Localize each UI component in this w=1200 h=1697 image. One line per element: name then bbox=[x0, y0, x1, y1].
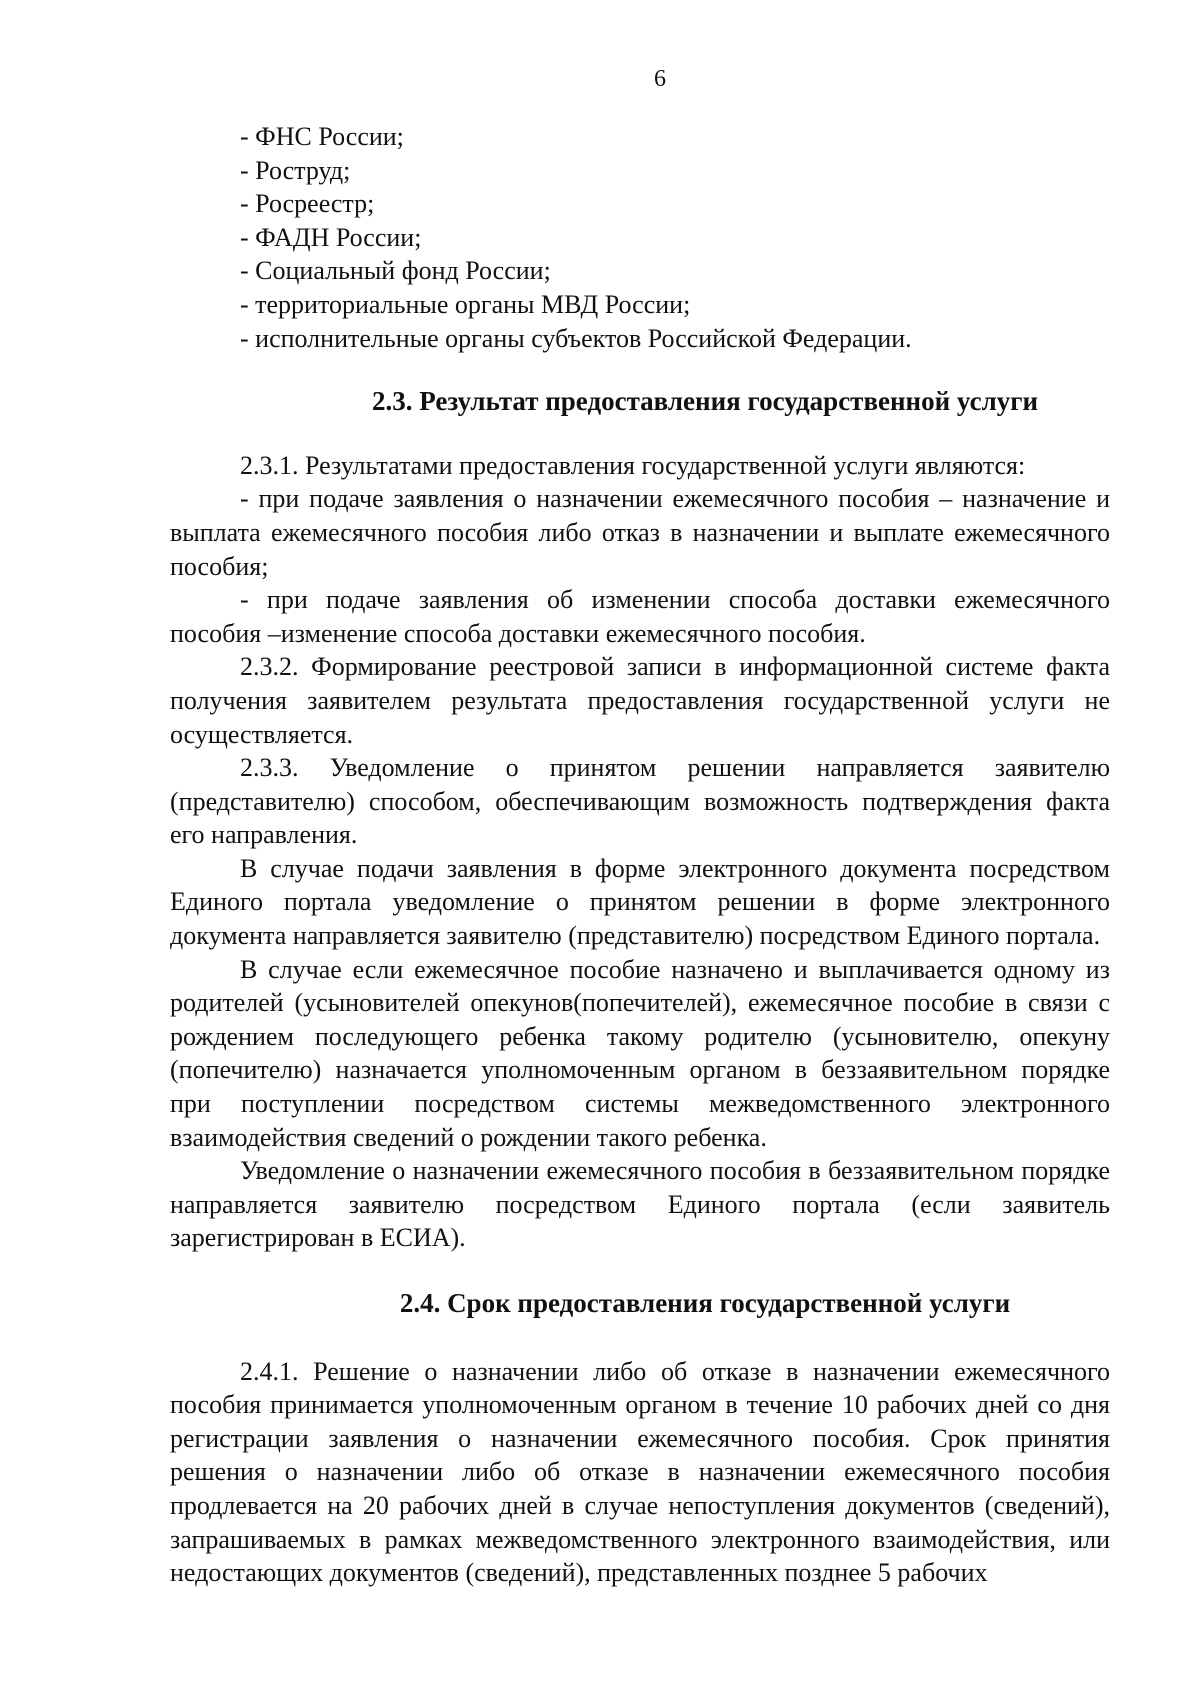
paragraph-automatic-assignment: В случае если ежемесячное пособие назначено и выплачивается одному из родителей (усыновителей опекунов(попечителей), ежемесячное пособие в связи с рождением последующего ребенка такому родителю (усыновителю, опекуну (попечителю) назначается уполномоченным органом в беззаявительном порядке при поступлении посредством системы межведомственного электронного взаимодействия сведений о рождении такого ребенка. bbox=[170, 954, 1110, 1152]
section-2-3-body bbox=[170, 449, 1110, 1255]
agency-list-item: - Роструд; bbox=[240, 155, 351, 185]
agency-list bbox=[170, 120, 1110, 355]
page-number: 6 bbox=[654, 66, 666, 92]
agency-list-item: - Росреестр; bbox=[240, 189, 375, 219]
section-heading-2-4: 2.4. Срок предоставления государственной услуги bbox=[399, 1288, 1011, 1318]
agency-list-item: - исполнительные органы субъектов Российской Федерации. bbox=[240, 323, 912, 353]
section-heading-2-3: 2.3. Результат предоставления государственной услуги bbox=[371, 386, 1039, 417]
paragraph-automatic-notice: Уведомление о назначении ежемесячного пособия в беззаявительном порядке направляется заявителю посредством Единого портала (если заявитель зарегистрирован в ЕСИА). bbox=[170, 1156, 1110, 1253]
agency-list-item: - ФНС России; bbox=[240, 122, 404, 151]
paragraph-result-assignment: - при подаче заявления о назначении ежемесячного пособия – назначение и выплата ежемесячного пособия либо отказ в назначении и выплате ежемесячного пособия; bbox=[170, 484, 1110, 581]
section-2-4-body bbox=[170, 1355, 1110, 1590]
agency-list-item: - ФАДН России; bbox=[240, 222, 422, 252]
paragraph-2-4-1: 2.4.1. Решение о назначении либо об отказе в назначении ежемесячного пособия принимается уполномоченным органом в течение 10 рабочих дней со дня регистрации заявления о назначении ежемесячного пособия. Срок принятия решения о назначении либо об отказе в назначении ежемесячного пособия продлевается на 20 рабочих дней в случае непоступления документов (сведений), запрашиваемых в рамках межведомственного электронного взаимодействия, или недостающих документов (сведений), представленных позднее 5 рабочих bbox=[170, 1356, 1110, 1588]
paragraph-2-3-3: 2.3.3. Уведомление о принятом решении направляется заявителю (представителю) способом, обеспечивающим возможность подтверждения факта его направления. bbox=[170, 753, 1110, 850]
paragraph-result-delivery-change: - при подаче заявления об изменении способа доставки ежемесячного пособия –изменение способа доставки ежемесячного пособия. bbox=[170, 585, 1110, 648]
paragraph-2-3-2: 2.3.2. Формирование реестровой записи в информационной системе факта получения заявителем результата предоставления государственной услуги не осуществляется. bbox=[170, 652, 1110, 749]
paragraph-electronic-notice: В случае подачи заявления в форме электронного документа посредством Единого портала уведомление о принятом решении в форме электронного документа направляется заявителю (представителю) посредством Единого портала. bbox=[170, 853, 1110, 951]
agency-list-item: - Социальный фонд России; bbox=[240, 256, 551, 286]
agency-list-item: - территориальные органы МВД России; bbox=[240, 289, 691, 319]
paragraph-2-3-1: 2.3.1. Результатами предоставления государственной услуги являются: bbox=[240, 450, 1026, 480]
document-body bbox=[170, 120, 1110, 1590]
